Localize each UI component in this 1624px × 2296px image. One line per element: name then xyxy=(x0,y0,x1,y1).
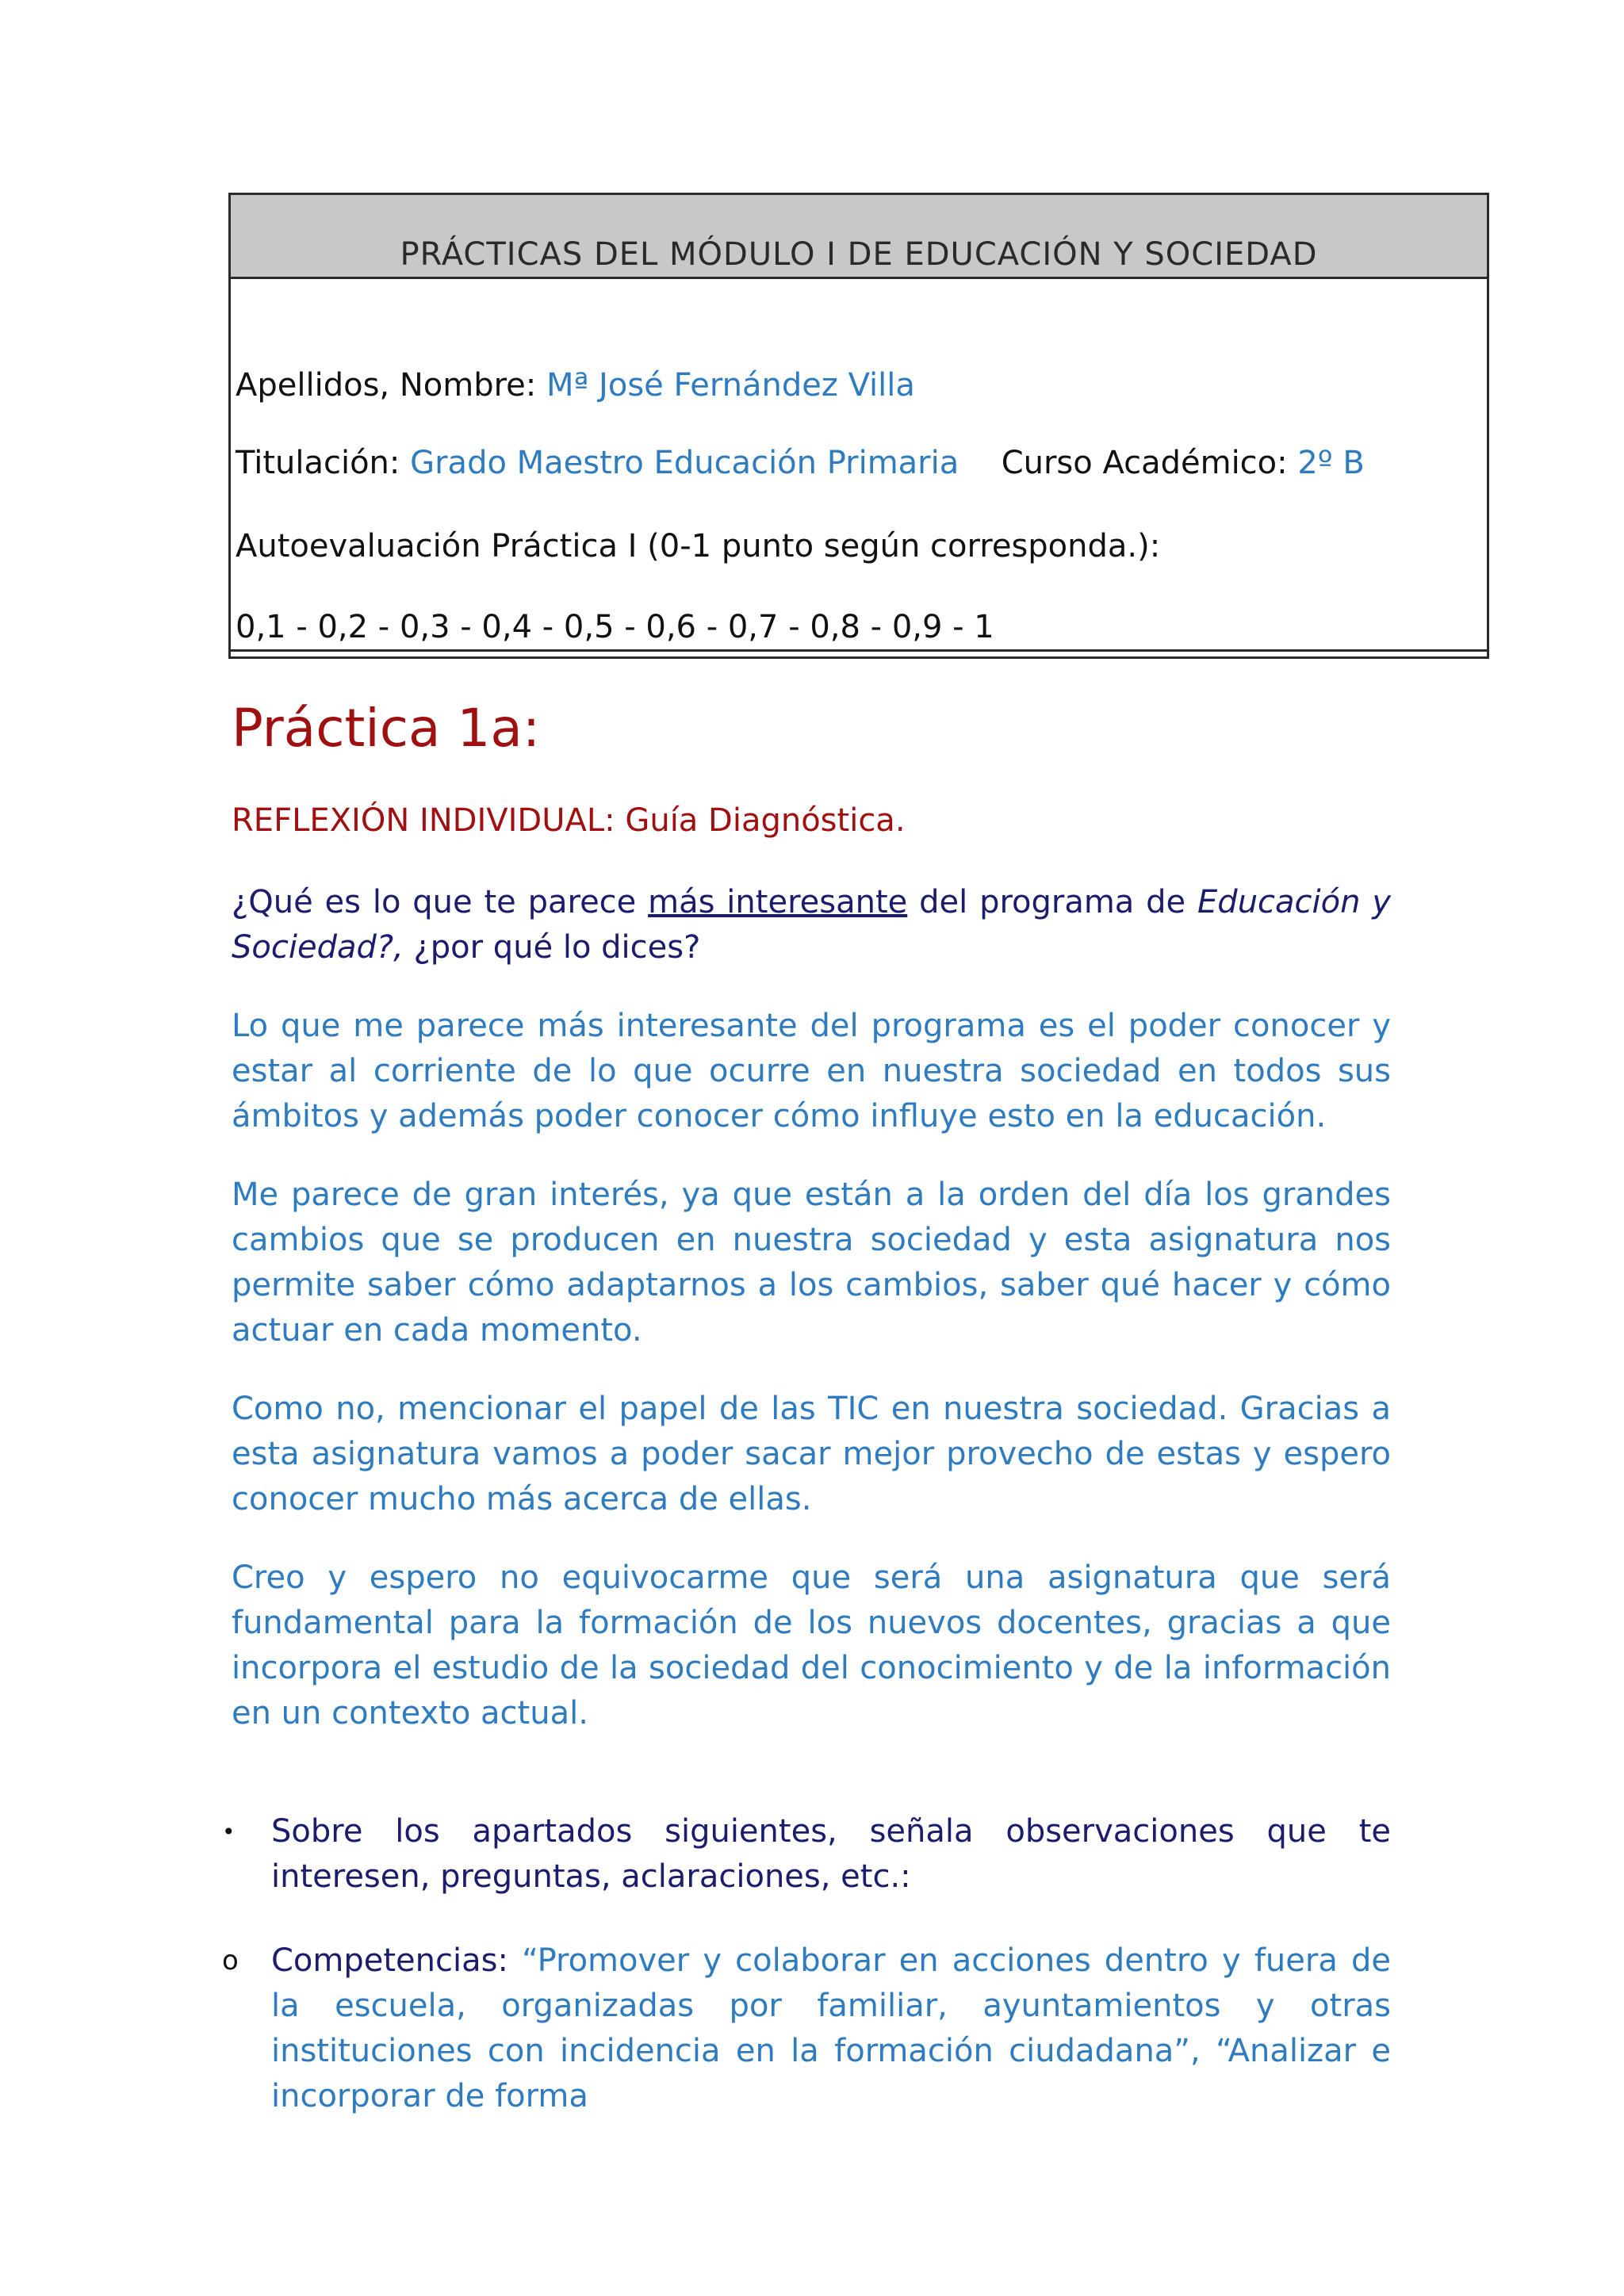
section-subheading: REFLEXIÓN INDIVIDUAL: Guía Diagnóstica. xyxy=(232,802,906,839)
course-label: Curso Académico: xyxy=(1001,445,1288,481)
competencias-label: Competencias: xyxy=(271,1942,508,1979)
question-paragraph xyxy=(232,880,1391,970)
sub-bullet-text xyxy=(271,1938,1391,2119)
sub-bullet-mark: o xyxy=(222,1945,239,1976)
name-label: Apellidos, Nombre: xyxy=(236,367,537,404)
document-title: PRÁCTICAS DEL MÓDULO I DE EDUCACIÓN Y SOCIEDAD xyxy=(400,236,1318,273)
question-text-2: del programa de xyxy=(907,884,1198,920)
degree-value: Grado Maestro Educación Primaria xyxy=(410,445,959,481)
title-band xyxy=(231,195,1487,279)
answer-paragraph-1: Lo que me parece más interesante del programa es el poder conocer y estar al corriente de lo que ocurre en nuestra sociedad en todos sus ámbitos y además poder conocer cómo influye esto en la educación. xyxy=(232,1008,1391,1135)
course-value: 2º B xyxy=(1297,445,1365,481)
degree-label: Titulación: xyxy=(236,445,400,481)
competencias-text: “Promover y colaborar en acciones dentro y fuera de la escuela, organizadas por familiar, ayuntamientos y otras instituciones con incidencia en la formación ciudadana”, “Analizar e incorporar de forma xyxy=(271,1942,1391,2114)
name-line xyxy=(236,367,915,404)
question-underlined: más interesante xyxy=(648,884,908,920)
degree-line xyxy=(236,445,1365,481)
self-eval-label: Autoevaluación Práctica I (0-1 punto según corresponda.): xyxy=(236,528,1161,564)
bullet-text: Sobre los apartados siguientes, señala observaciones que te interesen, preguntas, aclaraciones, etc.: xyxy=(271,1813,1391,1895)
answer-paragraph-4: Creo y espero no equivocarme que será una asignatura que será fundamental para la formación de los nuevos docentes, gracias a que incorpora el estudio de la sociedad del conocimiento y de la información en un contexto actual. xyxy=(232,1559,1391,1732)
section-heading: Práctica 1a: xyxy=(232,698,541,759)
bottom-divider xyxy=(231,649,1487,652)
answer-paragraph-3: Como no, mencionar el papel de las TIC en nuestra sociedad. Gracias a esta asignatura vamos a poder sacar mejor provecho de estas y espero conocer mucho más acerca de ellas. xyxy=(232,1391,1391,1517)
question-text-3: ¿por qué lo dices? xyxy=(403,929,701,966)
header-box xyxy=(228,193,1489,659)
self-eval-scale: 0,1 - 0,2 - 0,3 - 0,4 - 0,5 - 0,6 - 0,7 - 0,8 - 0,9 - 1 xyxy=(236,609,994,645)
answer-paragraph-2: Me parece de gran interés, ya que están a la orden del día los grandes cambios que se producen en nuestra sociedad y esta asignatura nos permite saber cómo adaptarnos a los cambios, saber qué hacer y cómo actuar en cada momento. xyxy=(232,1177,1391,1349)
question-text-1: ¿Qué es lo que te parece xyxy=(232,884,649,920)
bullet-mark: • xyxy=(222,1819,236,1845)
name-value: Mª José Fernández Villa xyxy=(546,367,915,404)
question-italic: Educación y Sociedad?, xyxy=(232,884,1392,966)
